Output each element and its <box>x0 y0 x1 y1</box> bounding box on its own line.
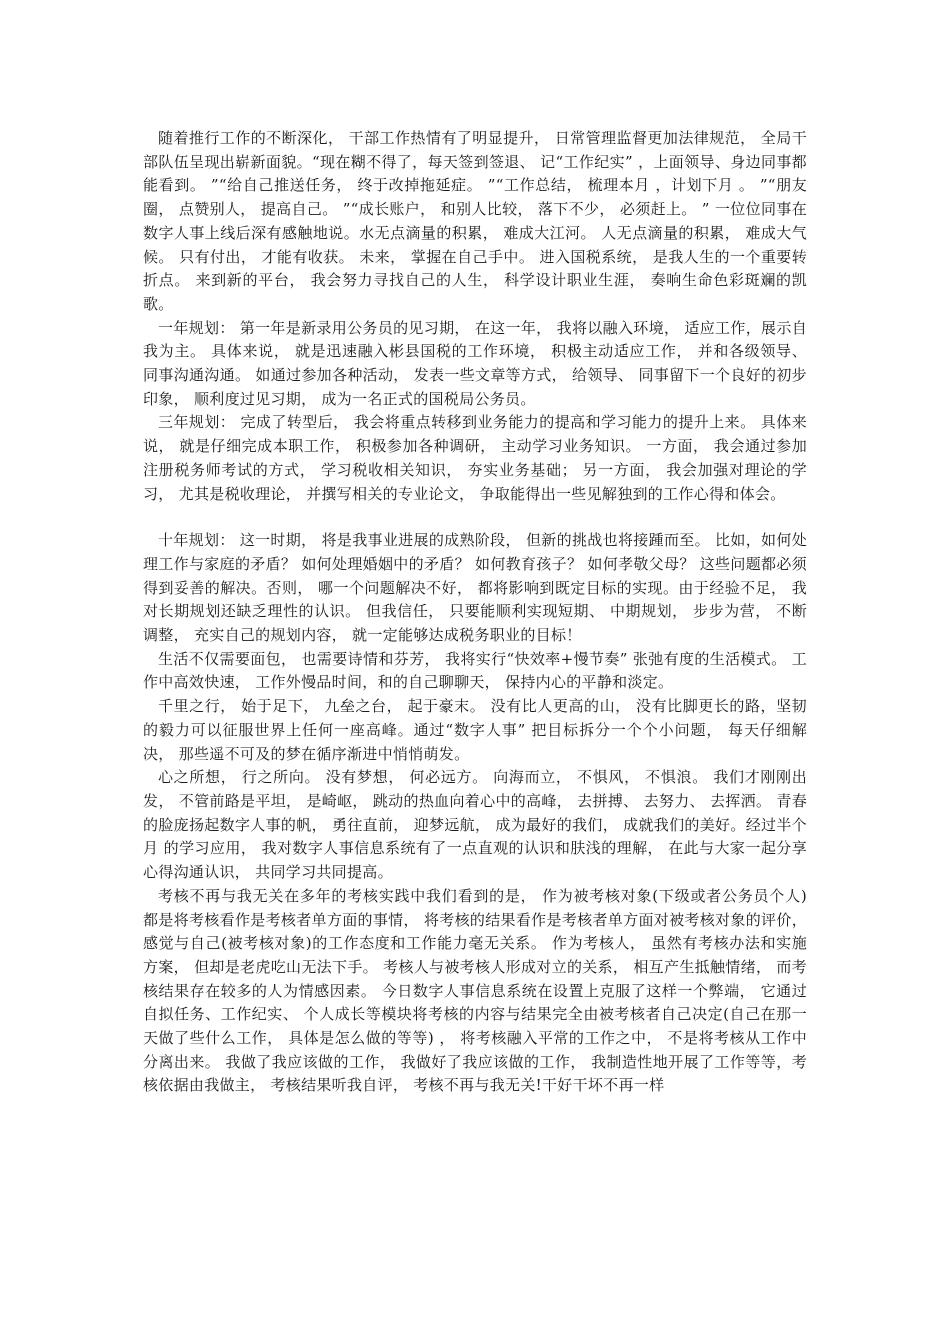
paragraph-intro: 随着推行工作的不断深化， 干部工作热情有了明显提升， 日常管理监督更加法律规范， 全局干部队伍呈现出崭新面貌。“现在糊不得了，每天签到签退、 记“工作纪实” ，上面领导、身边同事都能看到。 ”“给自己推送任务， 终于改掉拖延症。 ”“工作总结， 梳理本月 ，计划下月 。 ”“朋友圈， 点赞别人， 提高自己。 ”“成长账户， 和别人比较， 落下不少， 必须赶上。 ” 一位位同事在数字人事上线后深有感触地说。水无点滴量的积累， 难成大江河。 人无点滴量的积累， 难成大气候。 只有付出， 才能有收获。 未来， 掌握在自己手中。 进入国税系统， 是我人生的一个重要转折点。 来到新的平台， 我会努力寻找自己的人生， 科学设计职业生涯， 奏响生命色彩斑斓的凯歌。 <box>143 129 807 313</box>
paragraph-dreams: 心之所想， 行之所向。 没有梦想， 何必远方。 向海而立， 不惧风， 不惧浪。 我们才刚刚出发， 不管前路是平坦， 是崎岖， 跳动的热血向着心中的高峰， 去拼搏、 去努力、 去挥洒。 青春的脸庞扬起数字人事的帆， 勇往直前， 迎梦远航， 成为最好的我们， 成就我们的美好。经过半个月 的学习应用， 我对数字人事信息系统有了一点直观的认识和肤浅的理解， 在此与大家一起分享心得沟通认识， 共同学习共同提高。 <box>143 768 807 882</box>
paragraph-journey: 千里之行， 始于足下， 九垒之台， 起于豪末。 没有比人更高的山， 没有比脚更长的路，坚韧的毅力可以征服世界上任何一座高峰。通过“数字人事” 把目标拆分一个个小问题， 每天仔细解决， 那些遥不可及的梦在循序渐进中悄悄萌发。 <box>143 697 807 763</box>
document-page <box>143 127 807 1098</box>
paragraph-three-year-plan: 三年规划： 完成了转型后， 我会将重点转移到业务能力的提高和学习能力的提升上来。 具体来说， 就是仔细完成本职工作， 积极参加各种调研， 主动学习业务知识。 一方面， 我会通过参加注册税务师考试的方式， 学习税收相关知识， 夯实业务基础； 另一方面， 我会加强对理论的学习， 尤其是税收理论， 并撰写相关的专业论文， 争取能得出一些见解独到的工作心得和体会。 <box>143 413 807 503</box>
paragraph-assessment: 考核不再与我无关在多年的考核实践中我们看到的是， 作为被考核对象(下级或者公务员个人) 都是将考核看作是考核者单方面的事情， 将考核的结果看作是考核者单方面对被考核对象的评价， 感觉与自己(被考核对象)的工作态度和工作能力毫无关系。 作为考核人， 虽然有考核办法和实施方案， 但却是老虎吃山无法下手。 考核人与被考核人形成对立的关系， 相互产生抵触情绪， 而考核结果存在较多的人为情感因素。 今日数字人事信息系统在设置上克服了这样一个弊端， 它通过自拟任务、工作纪实、 个人成长等模块将考核的内容与结果完全由被考核者自己决定(自己在那一天做了些什么工作， 具体是怎么做的等等) ， 将考核融入平常的工作之中， 不是将考核从工作中分离出来。 我做了我应该做的工作， 我做好了我应该做的工作， 我制造性地开展了工作等等，考核依据由我做主， 考核结果听我自评， 考核不再与我无关!干好干坏不再一样 <box>143 886 807 1095</box>
paragraph-one-year-plan: 一年规划： 第一年是新录用公务员的见习期， 在这一年， 我将以融入环境， 适应工作，展示自我为主。 具体来说， 就是迅速融入彬县国税的工作环境， 积极主动适应工作， 并和各级领导、 同事沟通沟通。 如通过参加各种活动， 发表一些文章等方式， 给领导、 同事留下一个良好的初步印象， 顺利度过见习期， 成为一名正式的国税局公务员。 <box>143 318 807 408</box>
paragraph-ten-year-plan: 十年规划： 这一时期， 将是我事业进展的成熟阶段， 但新的挑战也将接踵而至。 比如，如何处理工作与家庭的矛盾？ 如何处理婚姻中的矛盾？ 如何教育孩子？ 如何孝敬父母？ 这些问题都必须得到妥善的解决。否则， 哪一个问题解决不好， 都将影响到既定目标的实现。由于经验不足， 我对长期规划还缺乏理性的认识。 但我信任， 只要能顺利实现短期、 中期规划， 步步为营， 不断调整， 充实自己的规划内容， 就一定能够达成税务职业的目标！ <box>143 531 807 645</box>
paragraph-life-mode: 生活不仅需要面包， 也需要诗情和芬芳， 我将实行“快效率+慢节奏” 张弛有度的生活模式。 工作中高效快速， 工作外慢品时间，和的自己聊聊天， 保持内心的平静和淡定。 <box>143 649 807 692</box>
